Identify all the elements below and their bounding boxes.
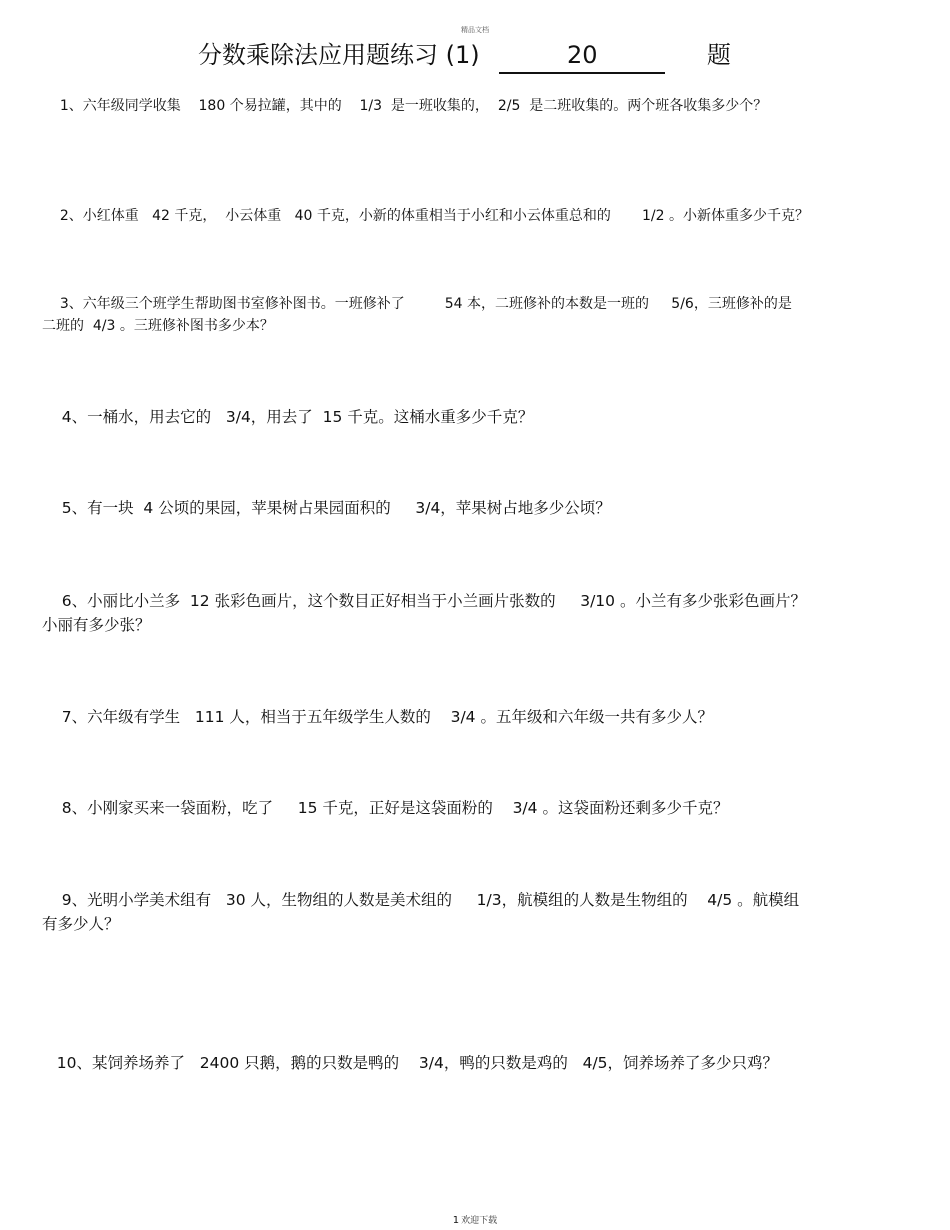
worksheet-title [198,40,731,74]
question-1: 1、六年级同学收集 180 个易拉罐，其中的 1/3 是一班收集的， 2/5 是二班收集的。两个班各收集多少个？ [42,98,768,114]
question-6: 6、小丽比小兰多 12 张彩色画片，这个数目正好相当于小兰画片张数的 3/10 。小兰有多少张彩色画片？ 小丽有多少张？ [42,592,806,634]
page-footer [0,1213,950,1226]
question-3: 3、六年级三个班学生帮助图书室修补图书。一班修补了 54 本，二班修补的本数是一班的 5/6，三班修补的是 二班的 4/3 。三班修补图书多少本？ [42,296,792,334]
question-8: 8、小刚家买来一袋面粉，吃了 15 千克，正好是这袋面粉的 3/4 。这袋面粉还剩多少千克？ [42,799,729,817]
question-5: 5、有一块 4 公顷的果园，苹果树占果园面积的 3/4，苹果树占地多少公顷？ [42,499,611,517]
question-7: 7、六年级有学生 111 人，相当于五年级学生人数的 3/4 。五年级和六年级一共有多少人？ [42,708,713,726]
question-4: 4、一桶水，用去它的 3/4，用去了 15 千克。这桶水重多少千克？ [42,408,534,426]
page-number: 1 [452,1215,460,1226]
header-note: 精品文档 [461,26,489,34]
title-unit: 题 [706,41,731,69]
question-10: 10、某饲养场养了 2400 只鹅，鹅的只数是鸭的 3/4，鸭的只数是鸡的 4/5，饲养场养了多少只鸡？ [42,1054,779,1072]
title-main: 分数乘除法应用题练习 (1) [198,41,480,69]
title-count: 20 [499,40,665,74]
footer-text: 欢迎下载 [461,1216,498,1226]
question-2: 2、小红体重 42 千克， 小云体重 40 千克，小新的体重相当于小红和小云体重总和的 1/2 。小新体重多少千克？ [42,208,809,224]
question-9: 9、光明小学美术组有 30 人，生物组的人数是美术组的 1/3，航模组的人数是生物组的 4/5 。航模组 有多少人？ [42,891,800,933]
